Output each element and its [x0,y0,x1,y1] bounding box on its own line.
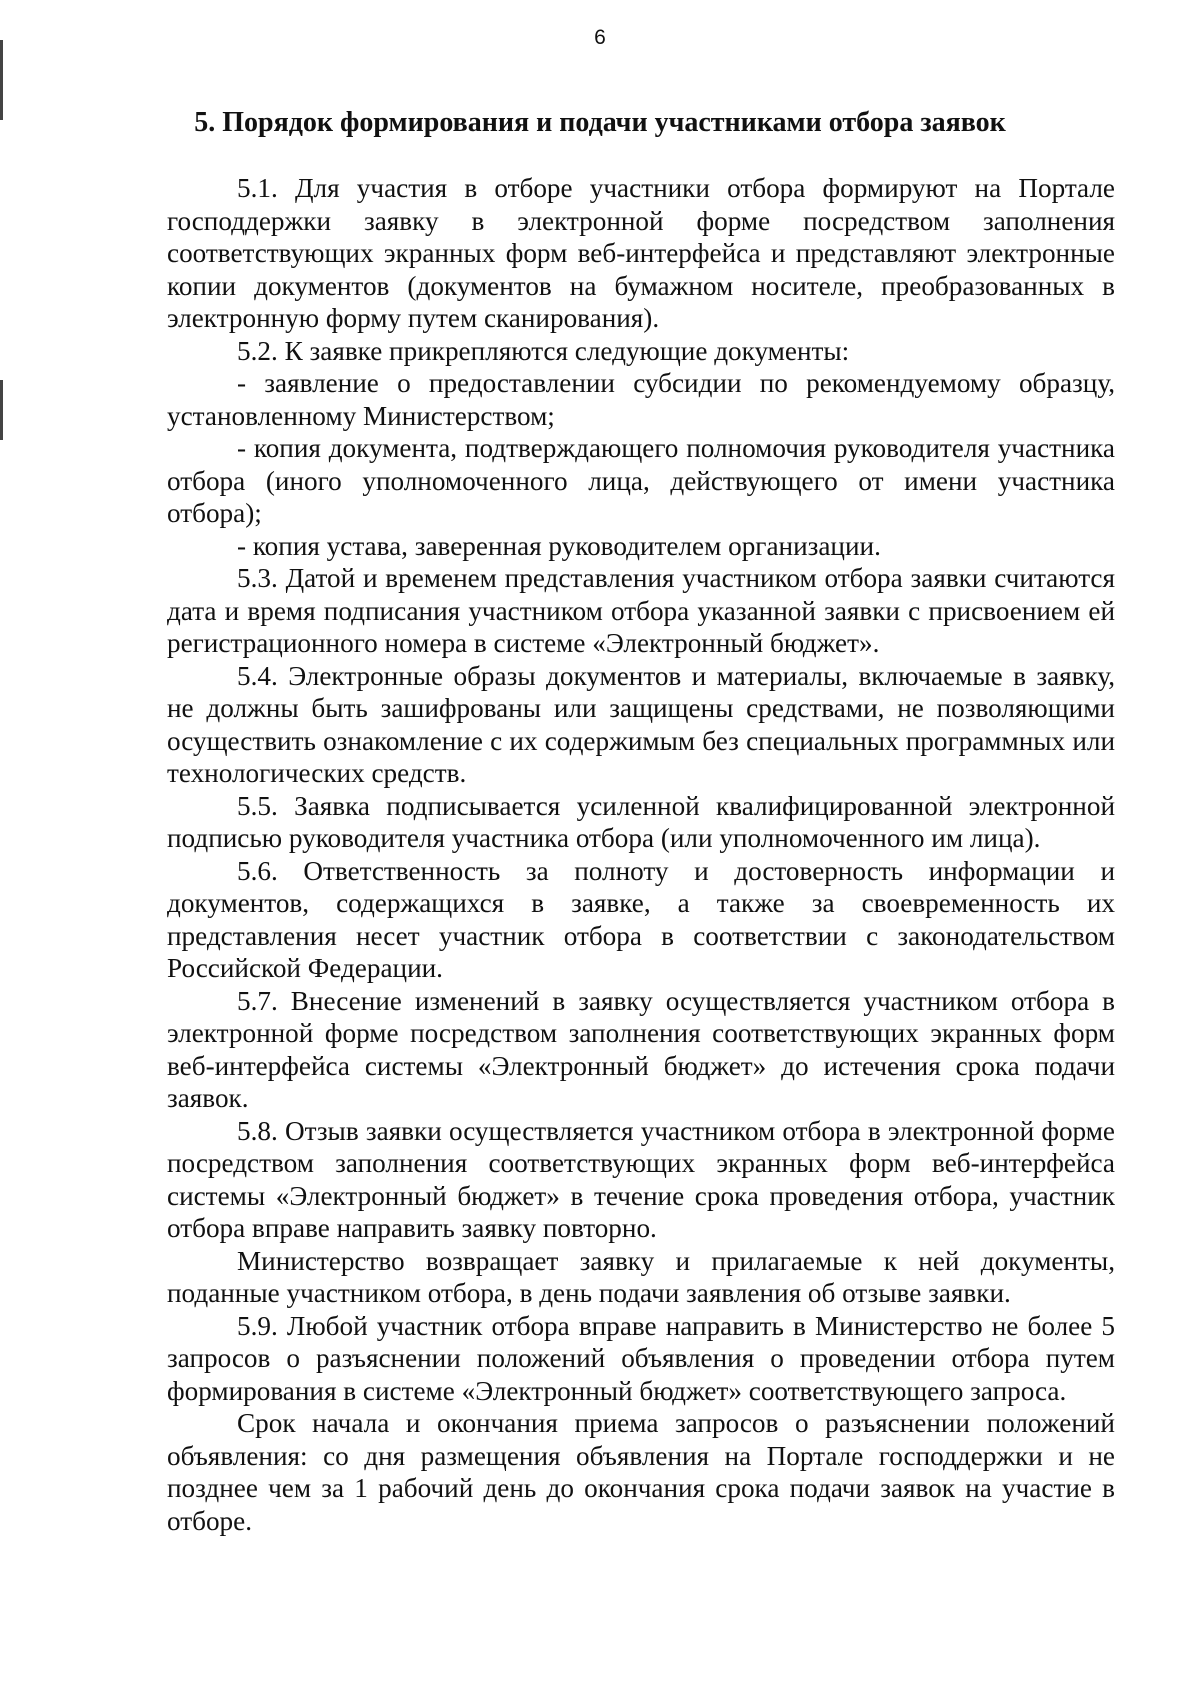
paragraph-5-3: 5.3. Датой и временем представления участником отбора заявки считаются дата и время подписания участником отбора указанной заявки с присвоением ей регистрационного номера в системе «Электронный бюджет». [167,563,1115,658]
paragraph-5-1: 5.1. Для участия в отборе участники отбора формируют на Портале господдержки заявку в электронной форме посредством заполнения соответствующих экранных форм веб-интерфейса и представляют электронные копии документов (документов на бумажном носителе, преобразованных в электронную форму путем сканирования). [167,173,1115,333]
page-number: 6 [594,26,606,49]
list-item-charter-copy: - копия устава, заверенная руководителем организации. [237,530,881,561]
scan-margin-mark [0,380,3,440]
paragraph-5-8: 5.8. Отзыв заявки осуществляется участником отбора в электронной форме посредством заполнения соответствующих экранных форм веб-интерфейса системы «Электронный бюджет» в течение срока проведения отбора, участник отбора вправе направить заявку повторно. [167,1115,1115,1243]
paragraph-5-2: 5.2. К заявке прикрепляются следующие документы: [237,335,850,366]
list-item-application: - заявление о предоставлении субсидии по рекомендуемому образцу, установленному Министерством; [167,368,1115,431]
paragraph-5-4: 5.4. Электронные образы документов и материалы, включаемые в заявку, не должны быть зашифрованы или защищены средствами, не позволяющими осуществить ознакомление с их содержимым без специальных программных или технологических средств. [167,660,1115,788]
paragraph-5-9: 5.9. Любой участник отбора вправе направить в Министерство не более 5 запросов о разъяснении положений объявления о проведении отбора путем формирования в системе «Электронный бюджет» соответствующего запроса. [167,1310,1115,1406]
paragraph-5-5: 5.5. Заявка подписывается усиленной квалифицированной электронной подписью руководителя участника отбора (или уполномоченного им лица). [167,790,1115,853]
list-item-authority-copy: - копия документа, подтверждающего полномочия руководителя участника отбора (иного уполномоченного лица, действующего от имени участника отбора); [167,433,1115,528]
section-body [167,172,1115,1537]
section-heading: 5. Порядок формирования и подачи участниками отбора заявок [194,107,1006,138]
paragraph-5-6: 5.6. Ответственность за полноту и достоверность информации и документов, содержащихся в заявке, а также за своевременность их представления несет участник отбора в соответствии с законодательством Российской Федерации. [167,855,1115,983]
paragraph-5-7: 5.7. Внесение изменений в заявку осуществляется участником отбора в электронной форме посредством заполнения соответствующих экранных форм веб-интерфейса системы «Электронный бюджет» до истечения срока подачи заявок. [167,985,1115,1113]
paragraph-request-period: Срок начала и окончания приема запросов о разъяснении положений объявления: со дня размещения объявления на Портале господдержки и не позднее чем за 1 рабочий день до окончания срока подачи заявок на участие в отборе. [167,1408,1115,1536]
paragraph-ministry-return: Министерство возвращает заявку и прилагаемые к ней документы, поданные участником отбора, в день подачи заявления об отзыве заявки. [167,1245,1115,1308]
